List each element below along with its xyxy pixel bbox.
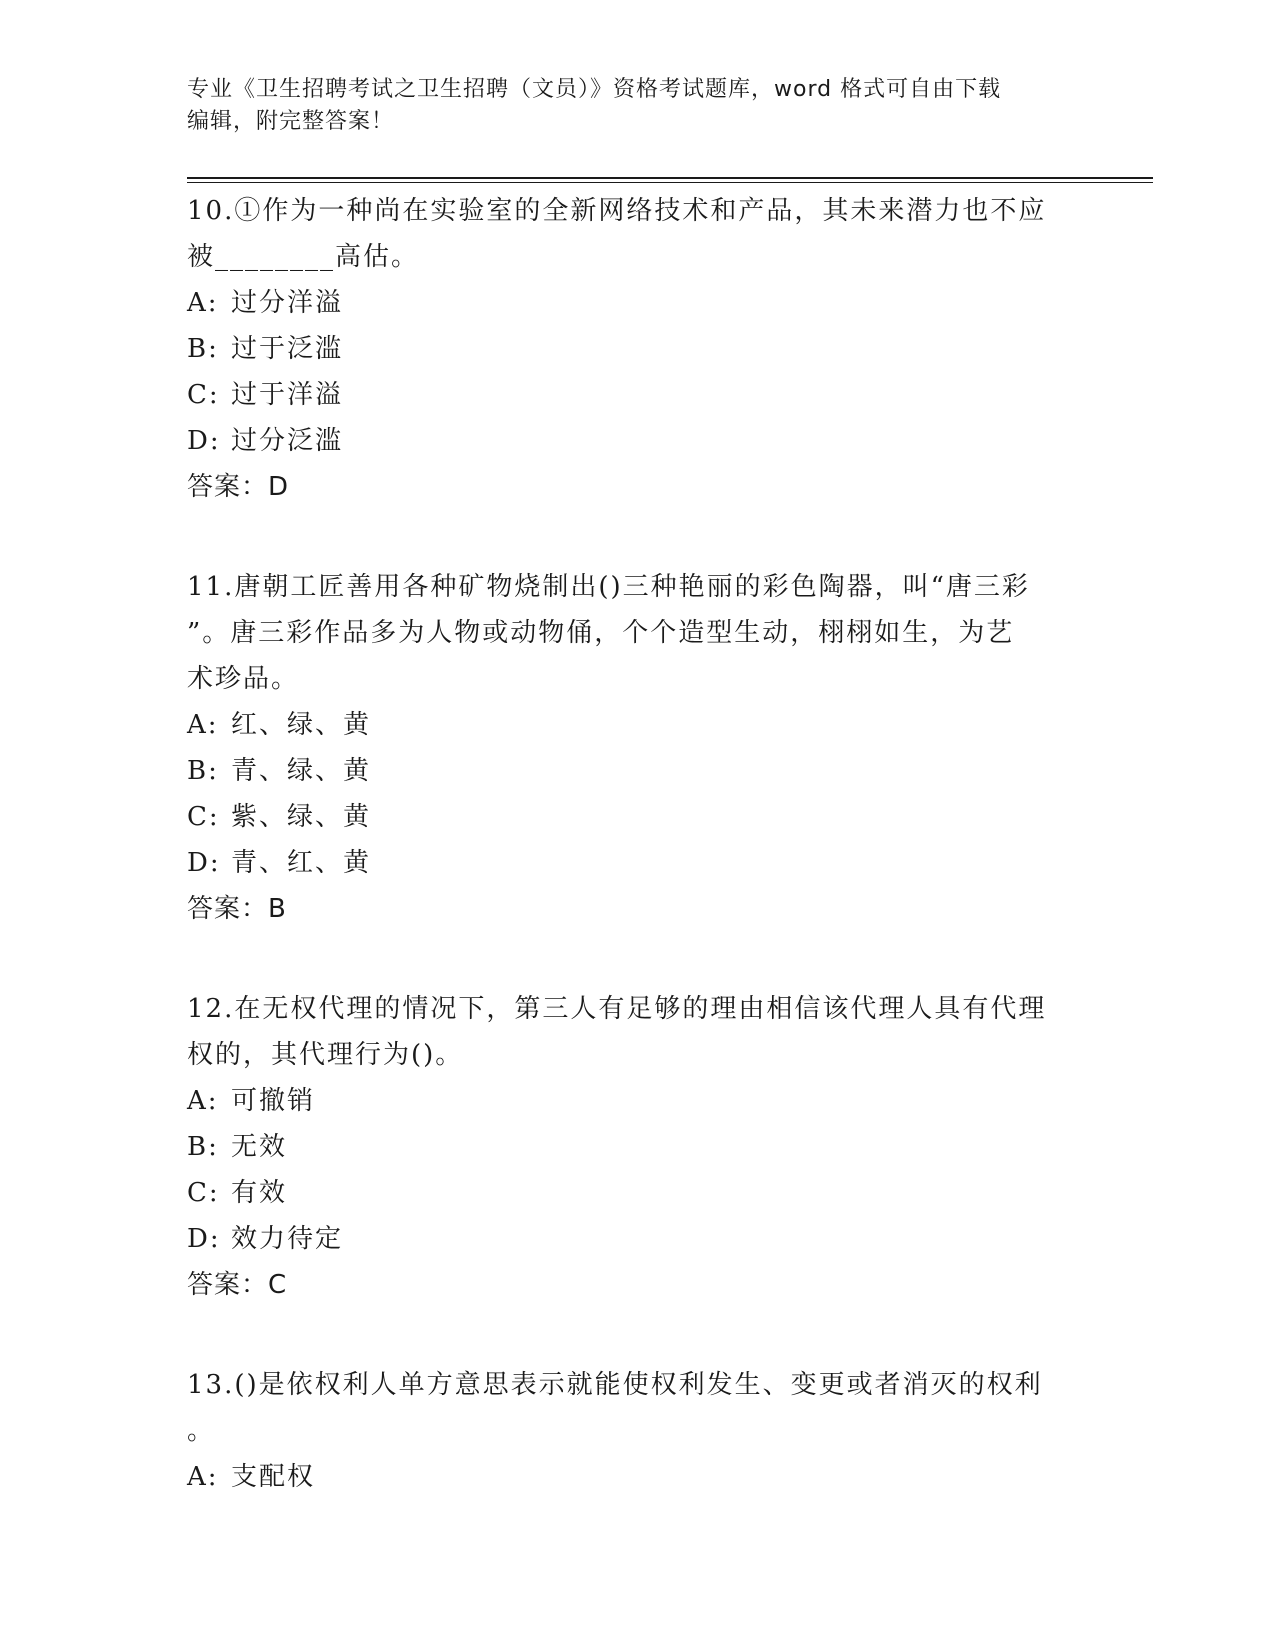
question-12-text-line-1: 12.在无权代理的情况下，第三人有足够的理由相信该代理人具有代理 bbox=[187, 994, 1047, 1024]
option-text: 紫、绿、黄 bbox=[231, 802, 372, 832]
option-text: 有效 bbox=[231, 1178, 288, 1208]
option-label: A: bbox=[187, 288, 219, 318]
question-12-answer: 答案：C bbox=[187, 1270, 288, 1300]
question-11-option-c bbox=[187, 794, 1087, 840]
option-text: 支配权 bbox=[231, 1462, 316, 1492]
header-divider-thin bbox=[187, 182, 1153, 183]
option-label: C: bbox=[187, 802, 220, 832]
option-label: C: bbox=[187, 1178, 220, 1208]
option-text: 可撤销 bbox=[231, 1086, 316, 1116]
question-11-text-line-3: 术珍品。 bbox=[187, 664, 300, 694]
question-11-text-line-2: ”。唐三彩作品多为人物或动物俑，个个造型生动，栩栩如生，为艺 bbox=[187, 618, 1015, 648]
question-11-answer: 答案：B bbox=[187, 894, 287, 924]
option-label: C: bbox=[187, 380, 220, 410]
option-text: 过于洋溢 bbox=[231, 380, 344, 410]
option-text: 过分洋溢 bbox=[231, 288, 344, 318]
option-text: 青、红、黄 bbox=[231, 848, 372, 878]
question-13-text-line-1: 13.()是依权利人单方意思表示就能使权利发生、变更或者消灭的权利 bbox=[187, 1370, 1043, 1400]
question-13 bbox=[187, 1362, 1087, 1500]
document-header bbox=[187, 74, 1067, 138]
question-10-option-d bbox=[187, 418, 1087, 464]
question-13-option-a bbox=[187, 1454, 1087, 1500]
question-10-text-line-1: 10.①作为一种尚在实验室的全新网络技术和产品，其未来潜力也不应 bbox=[187, 196, 1047, 226]
option-label: D: bbox=[187, 848, 221, 878]
question-12 bbox=[187, 986, 1087, 1308]
header-divider-thick bbox=[187, 177, 1153, 179]
option-label: B: bbox=[187, 334, 219, 364]
option-text: 效力待定 bbox=[231, 1224, 344, 1254]
option-label: D: bbox=[187, 426, 221, 456]
question-10-option-c bbox=[187, 372, 1087, 418]
question-10-option-b bbox=[187, 326, 1087, 372]
option-label: B: bbox=[187, 1132, 219, 1162]
question-11-option-d bbox=[187, 840, 1087, 886]
option-label: A: bbox=[187, 1086, 219, 1116]
option-text: 过于泛滥 bbox=[231, 334, 344, 364]
question-12-option-b bbox=[187, 1124, 1087, 1170]
question-list bbox=[187, 188, 1087, 1554]
option-text: 无效 bbox=[231, 1132, 288, 1162]
header-line-1: 专业《卫生招聘考试之卫生招聘（文员）》资格考试题库，word 格式可自由下载 bbox=[187, 77, 1002, 102]
question-12-option-d bbox=[187, 1216, 1087, 1262]
question-12-option-c bbox=[187, 1170, 1087, 1216]
question-13-text-line-2: 。 bbox=[187, 1416, 216, 1446]
question-10-option-a bbox=[187, 280, 1087, 326]
option-text: 过分泛滥 bbox=[231, 426, 344, 456]
question-11-text-line-1: 11.唐朝工匠善用各种矿物烧制出()三种艳丽的彩色陶器，叫“唐三彩 bbox=[187, 572, 1030, 602]
option-label: B: bbox=[187, 756, 219, 786]
option-text: 红、绿、黄 bbox=[231, 710, 372, 740]
header-line-2: 编辑，附完整答案！ bbox=[187, 109, 395, 134]
question-11-option-a bbox=[187, 702, 1087, 748]
option-label: A: bbox=[187, 1462, 219, 1492]
question-10 bbox=[187, 188, 1087, 510]
option-label: A: bbox=[187, 710, 219, 740]
question-12-text-line-2: 权的，其代理行为()。 bbox=[187, 1040, 464, 1070]
question-10-answer: 答案：D bbox=[187, 472, 290, 502]
question-11 bbox=[187, 564, 1087, 932]
option-label: D: bbox=[187, 1224, 221, 1254]
question-10-text-line-2: 被________高估。 bbox=[187, 242, 420, 272]
question-11-option-b bbox=[187, 748, 1087, 794]
option-text: 青、绿、黄 bbox=[231, 756, 372, 786]
question-12-option-a bbox=[187, 1078, 1087, 1124]
